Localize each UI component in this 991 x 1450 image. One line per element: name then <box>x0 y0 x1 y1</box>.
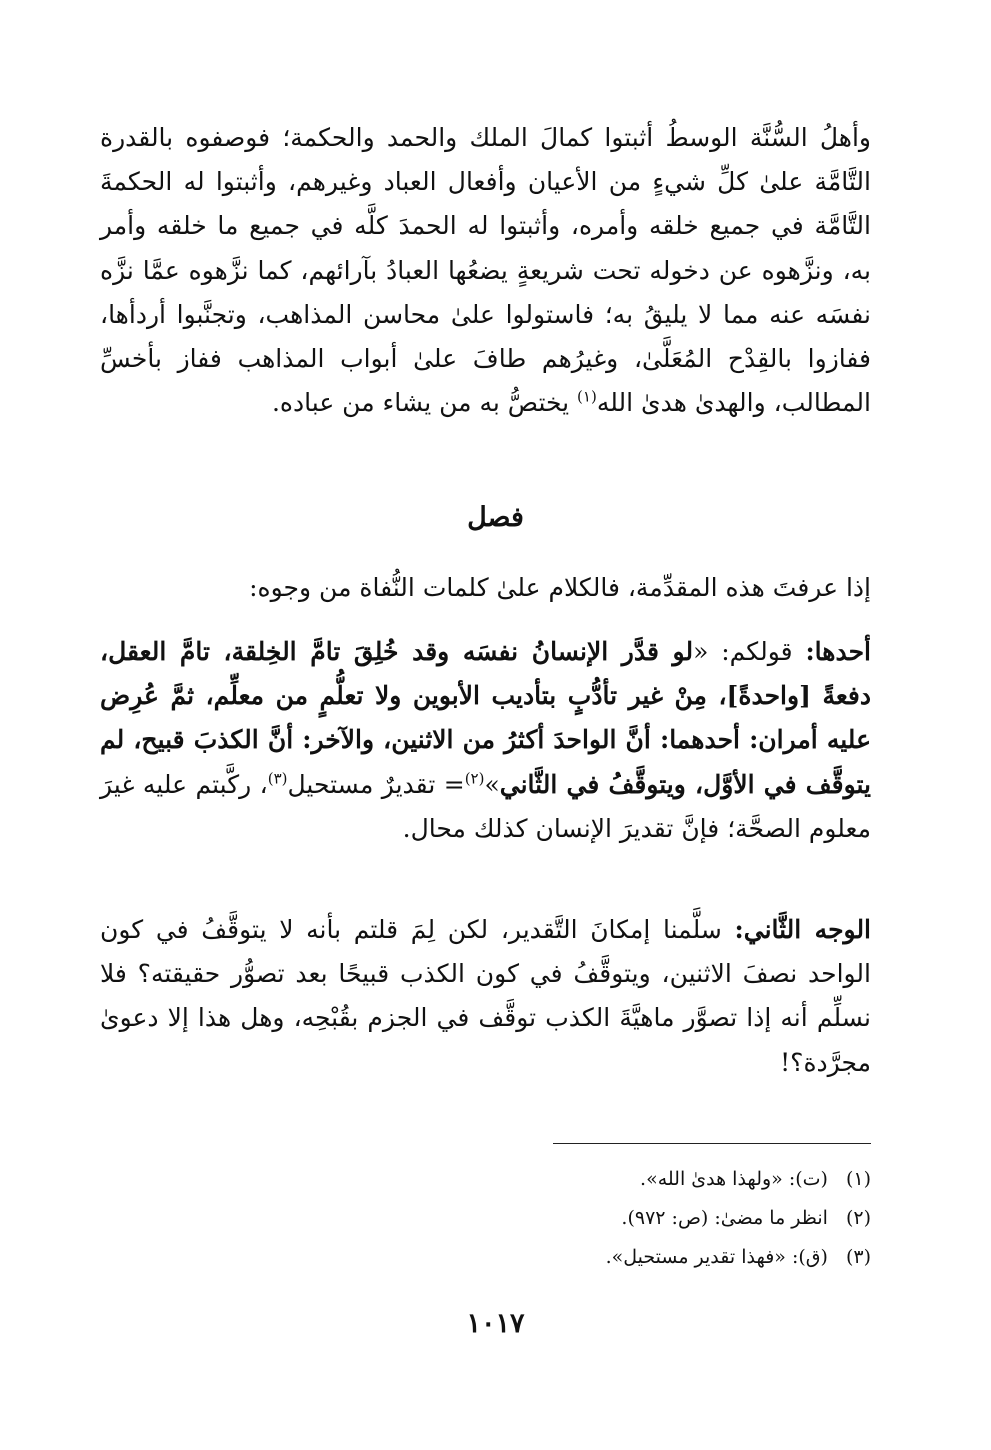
footnote-item <box>120 1199 871 1238</box>
paragraph-first-aspect <box>100 630 871 851</box>
paragraph-second-aspect <box>100 908 871 1085</box>
footnote-number: (٢) <box>845 1207 871 1229</box>
page-number: ١٠١٧ <box>466 1308 525 1339</box>
footnotes-list <box>120 1160 871 1277</box>
quoted-argument: لو قدَّر الإنسانُ نفسَه وقد خُلِقَ تامَّ الخِلقة، تامَّ العقل، دفعةً [واحدةً]، مِنْ غير تأدُّبٍ بتأديب الأبوين ولا تعلُّمٍ من معلِّم، ثمَّ عُرِض عليه أمران: أحدهما: أنَّ الواحدَ أكثرُ من الاثنين، والآخر: أنَّ الكذبَ قبيح، لم يتوقَّف في الأوَّل، ويتوقَّفُ في الثَّاني <box>100 637 872 799</box>
footnote-ref-3[interactable]: (٣) <box>267 769 288 788</box>
quote-intro: قولكم: « <box>693 637 806 666</box>
quote-close: » <box>484 769 500 799</box>
footnote-ref-1[interactable]: (١) <box>577 387 597 406</box>
paragraph-text: وأهلُ السُّنَّة الوسطُ أثبتوا كمالَ الملك والحمد والحكمة؛ فوصفوه بالقدرة التَّامَّة علىٰ كلِّ شيءٍ من الأعيان وأفعال العباد وغيرهم، وأثبتوا له الحكمةَ التَّامَّة في جميع خلقه وأمره، وأثبتوا له الحمدَ كلَّه في جميع ما خلقه وأمر به، ونزَّهوه عن دخوله تحت شريعةٍ يضعُها العبادُ بآرائهم، كما نزَّهوه عمَّا نزَّه نفسَه عنه مما لا يليقُ به؛ فاستولوا علىٰ محاسن المذاهب، وتجنَّبوا أردأها، ففازوا بالقِدْح المُعَلَّىٰ، وغيرُهم طافَ علىٰ أبواب المذاهب ففاز بأخسِّ المطالب، والهدىٰ هدىٰ الله <box>100 123 871 418</box>
footnote-text: (ت): «ولهذا هدىٰ الله». <box>640 1168 828 1190</box>
footnote-text: (ق): «فهذا تقدير مستحيل». <box>605 1246 828 1268</box>
response-text-end: ، ركَّبتم عليه غيرَ معلوم الصحَّة؛ فإنَّ تقديرَ الإنسان كذلك محال. <box>100 769 871 843</box>
footnote-number: (١) <box>845 1168 871 1190</box>
footnote-number: (٣) <box>845 1246 871 1268</box>
footnote-item <box>120 1238 871 1277</box>
paragraph-intro: إذا عرفتَ هذه المقدِّمة، فالكلام علىٰ كلمات النُّفاة من وجوه: <box>249 573 871 602</box>
footnote-item <box>120 1160 871 1199</box>
paragraph-text-end: يختصُّ به من يشاء من عباده. <box>271 388 578 418</box>
footnote-ref-2[interactable]: (٢) <box>464 769 485 788</box>
footnote-text: انظر ما مضىٰ: (ص: ٩٧٢). <box>621 1207 828 1229</box>
aspect-label-2: الوجه الثَّاني: <box>734 915 872 944</box>
paragraph-text: سلَّمنا إمكانَ التَّقدير، لكن لِمَ قلتم بأنه لا يتوقَّفُ في كون الواحد نصفَ الاثنين، ويتوقَّفُ في كون الكذب قبيحًا بعد تصوُّر حقيقته؟ فلا نسلِّم أنه إذا تصوَّر ماهيَّةَ الكذب توقَّف في الجزم بقُبْحِه، وهل هذا إلا دعوىٰ مجرَّدة؟! <box>100 915 871 1077</box>
paragraph-ahl-al-sunna <box>100 116 871 425</box>
section-heading: فصل <box>467 502 524 533</box>
footnote-divider <box>553 1143 871 1144</box>
aspect-label-1: أحدها: <box>805 637 871 666</box>
response-text: = تقديرٌ مستحيل <box>287 769 465 799</box>
